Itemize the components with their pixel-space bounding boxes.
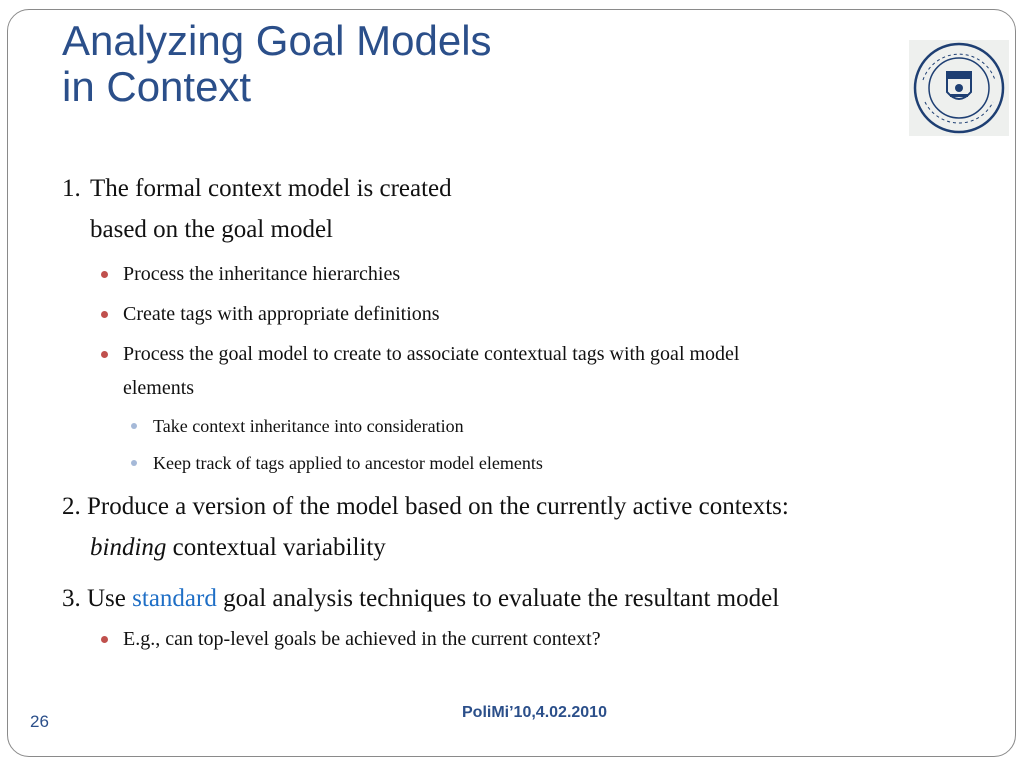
bullet-icon	[101, 351, 108, 358]
item-1-line-2: based on the goal model	[90, 216, 333, 243]
list-item-sub-2	[101, 297, 440, 331]
page-number: 26	[30, 712, 49, 731]
sub-item-text: Process the goal model to create to associate contextual tags with goal model	[123, 343, 740, 365]
subsub-item-text: Take context inheritance into consideration	[153, 416, 464, 436]
subsub-item-text: Keep track of tags applied to ancestor model elements	[153, 453, 543, 473]
item-2-line-1: 2. Produce a version of the model based on the currently active contexts:	[62, 493, 789, 520]
sub-item-text: E.g., can top-level goals be achieved in the current context?	[123, 628, 601, 650]
list-item-1	[62, 168, 452, 250]
item-3-prefix: 3. Use	[62, 585, 133, 612]
bullet-icon	[101, 636, 108, 643]
sub-item-text: Process the inheritance hierarchies	[123, 263, 401, 285]
bullet-icon	[101, 271, 108, 278]
footer-text: PoliMi’10,4.02.2010	[462, 704, 607, 721]
bullet-icon	[101, 311, 108, 318]
list-item-sub-3	[101, 337, 739, 405]
slide-title	[62, 18, 702, 110]
university-of-toronto-logo	[909, 40, 1009, 136]
list-item-3	[62, 578, 779, 619]
list-item-subsub-1	[131, 411, 464, 441]
title-line-2: in Context	[62, 63, 252, 110]
item-1-line-1: The formal context model is created	[90, 175, 452, 202]
bullet-icon	[131, 460, 137, 466]
item-3-highlight: standard	[132, 585, 217, 612]
list-item-subsub-2	[131, 448, 543, 478]
list-item-sub-4	[101, 622, 601, 656]
item-number: 1.	[62, 175, 81, 202]
item-2-line-2-rest: contextual variability	[166, 534, 386, 561]
list-item-2	[62, 486, 789, 568]
bullet-icon	[131, 423, 137, 429]
sub-item-text: Create tags with appropriate definitions	[123, 303, 440, 325]
list-item-sub-1	[101, 257, 400, 291]
title-line-1: Analyzing Goal Models	[62, 17, 492, 64]
sub-item-text-cont: elements	[123, 377, 195, 399]
item-2-italic: binding	[90, 534, 167, 561]
item-3-suffix: goal analysis techniques to evaluate the resultant model	[216, 585, 780, 612]
